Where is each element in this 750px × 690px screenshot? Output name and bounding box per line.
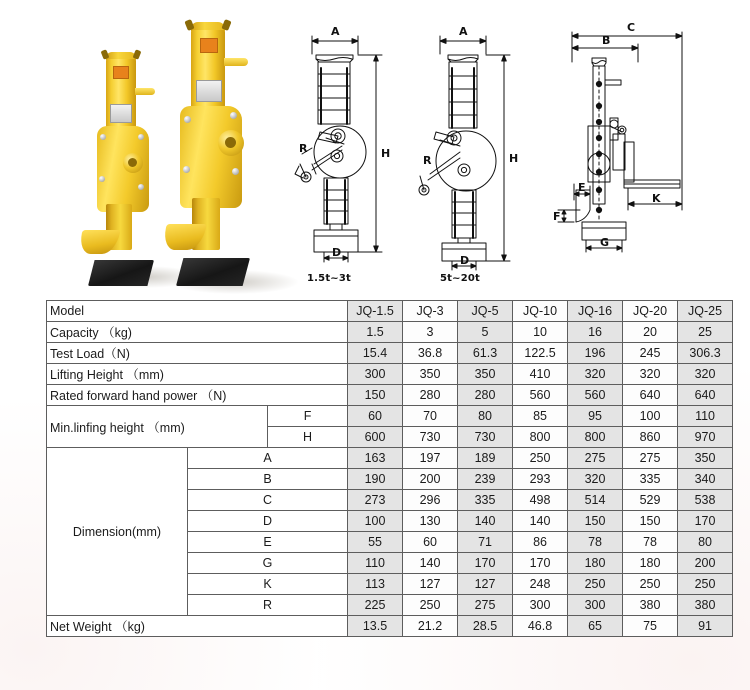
dimension-c-jq-3: 296 — [403, 490, 458, 511]
dimension-k-jq-20: 250 — [623, 574, 678, 595]
min-lifting-h-jq-10: 800 — [513, 427, 568, 448]
dimension-key-g: G — [188, 553, 348, 574]
dimension-d-jq-20: 150 — [623, 511, 678, 532]
table-row-net-weight — [47, 616, 733, 637]
jack-base-plate-small — [88, 260, 154, 286]
min-lifting-f-jq-5: 80 — [458, 406, 513, 427]
specification-table — [46, 300, 733, 637]
dimension-g-jq-1-5: 110 — [348, 553, 403, 574]
min-lifting-h-jq-25: 970 — [678, 427, 733, 448]
dim-label-b-3: B — [602, 34, 611, 47]
table-row-dimension-a — [47, 448, 733, 469]
dimension-g-jq-10: 170 — [513, 553, 568, 574]
min-lifting-key-f: F — [268, 406, 348, 427]
table-row-lifting-height — [47, 364, 733, 385]
test-load-jq-1-5: 15.4 — [348, 343, 403, 364]
net-weight-jq-10: 46.8 — [513, 616, 568, 637]
jack-side-lug-small — [135, 88, 155, 95]
net-weight-jq-16: 65 — [568, 616, 623, 637]
test-load-jq-25: 306.3 — [678, 343, 733, 364]
jack-pin-large-4 — [232, 168, 239, 175]
jack-pin-large-1 — [184, 116, 191, 123]
dim-label-c-3: C — [627, 21, 636, 34]
dimension-b-jq-5: 239 — [458, 469, 513, 490]
dimension-g-jq-3: 140 — [403, 553, 458, 574]
row-label-capacity: Capacity （kg) — [47, 322, 348, 343]
dimension-b-jq-20: 335 — [623, 469, 678, 490]
test-load-jq-10: 122.5 — [513, 343, 568, 364]
test-load-jq-16: 196 — [568, 343, 623, 364]
hand-power-jq-16: 560 — [568, 385, 623, 406]
lifting-height-jq-20: 320 — [623, 364, 678, 385]
jack-pin-small-2 — [138, 134, 144, 140]
dimension-b-jq-1-5: 190 — [348, 469, 403, 490]
dimension-d-jq-3: 130 — [403, 511, 458, 532]
min-lifting-h-jq-20: 860 — [623, 427, 678, 448]
drawing-caption-1: 1.5t~3t — [307, 273, 352, 284]
drawing-caption-2: 5t~20t — [440, 273, 481, 284]
dimension-k-jq-16: 250 — [568, 574, 623, 595]
dim-label-k-3: K — [652, 192, 661, 205]
net-weight-jq-20: 75 — [623, 616, 678, 637]
min-lifting-f-jq-20: 100 — [623, 406, 678, 427]
hand-power-jq-10: 560 — [513, 385, 568, 406]
dimension-r-jq-16: 300 — [568, 595, 623, 616]
dim-label-e-3: E — [578, 181, 586, 194]
dimension-r-jq-25: 380 — [678, 595, 733, 616]
model-header-jq-20: JQ-20 — [623, 301, 678, 322]
hand-power-jq-1-5: 150 — [348, 385, 403, 406]
dimension-g-jq-5: 170 — [458, 553, 513, 574]
dimension-e-jq-1-5: 55 — [348, 532, 403, 553]
dimension-k-jq-10: 248 — [513, 574, 568, 595]
dimension-r-jq-10: 300 — [513, 595, 568, 616]
dimension-a-jq-5: 189 — [458, 448, 513, 469]
dimension-c-jq-1-5: 273 — [348, 490, 403, 511]
dimension-e-jq-25: 80 — [678, 532, 733, 553]
dimension-k-jq-3: 127 — [403, 574, 458, 595]
min-lifting-f-jq-25: 110 — [678, 406, 733, 427]
dimension-a-jq-20: 275 — [623, 448, 678, 469]
jack-handle-grip-small — [149, 243, 168, 258]
dim-label-f-3: F — [553, 210, 561, 223]
model-header-jq-10: JQ-10 — [513, 301, 568, 322]
dimension-e-jq-20: 78 — [623, 532, 678, 553]
capacity-jq-25: 25 — [678, 322, 733, 343]
dimension-d-jq-5: 140 — [458, 511, 513, 532]
table-row-min-lifting-f — [47, 406, 733, 427]
jack-pin-small-1 — [100, 134, 106, 140]
jack-spec-label-large — [196, 80, 222, 102]
jack-pin-small-4 — [138, 184, 144, 190]
capacity-jq-1-5: 1.5 — [348, 322, 403, 343]
capacity-jq-16: 16 — [568, 322, 623, 343]
dimension-e-jq-16: 78 — [568, 532, 623, 553]
jack-orange-sticker-small — [113, 66, 129, 79]
lifting-height-jq-5: 350 — [458, 364, 513, 385]
dimension-a-jq-3: 197 — [403, 448, 458, 469]
dimension-r-jq-20: 380 — [623, 595, 678, 616]
dimension-key-a: A — [188, 448, 348, 469]
jack-handle-large — [241, 145, 295, 181]
min-lifting-f-jq-16: 95 — [568, 406, 623, 427]
dim-label-g-3: G — [600, 236, 610, 249]
lifting-height-jq-1-5: 300 — [348, 364, 403, 385]
dimension-k-jq-1-5: 113 — [348, 574, 403, 595]
test-load-jq-20: 245 — [623, 343, 678, 364]
dim-label-d-2: D — [460, 254, 470, 267]
model-header-jq-3: JQ-3 — [403, 301, 458, 322]
technical-drawings — [290, 14, 730, 292]
dimension-g-jq-16: 180 — [568, 553, 623, 574]
model-header-jq-25: JQ-25 — [678, 301, 733, 322]
dimension-e-jq-10: 86 — [513, 532, 568, 553]
jack-pin-large-2 — [230, 112, 237, 119]
hand-power-jq-25: 640 — [678, 385, 733, 406]
hand-power-jq-20: 640 — [623, 385, 678, 406]
jack-pin-large-3 — [183, 166, 190, 173]
row-label-min-lifting-height: Min.linfing height （mm) — [47, 406, 268, 448]
lifting-height-jq-3: 350 — [403, 364, 458, 385]
dimension-e-jq-3: 60 — [403, 532, 458, 553]
dimension-g-jq-25: 200 — [678, 553, 733, 574]
dimension-a-jq-25: 350 — [678, 448, 733, 469]
dimension-key-r: R — [188, 595, 348, 616]
dim-label-h-1: H — [381, 147, 391, 160]
min-lifting-h-jq-16: 800 — [568, 427, 623, 448]
drawing-1-5t-3t — [295, 36, 382, 262]
row-label-test-load: Test Load（N) — [47, 343, 348, 364]
dimension-c-jq-10: 498 — [513, 490, 568, 511]
table-row-hand-power — [47, 385, 733, 406]
dimension-e-jq-5: 71 — [458, 532, 513, 553]
dimension-d-jq-25: 170 — [678, 511, 733, 532]
dimension-d-jq-16: 150 — [568, 511, 623, 532]
table-row-test-load — [47, 343, 733, 364]
lifting-height-jq-10: 410 — [513, 364, 568, 385]
drawing-side-view — [558, 32, 682, 252]
dimension-key-k: K — [188, 574, 348, 595]
model-header-jq-5: JQ-5 — [458, 301, 513, 322]
dimension-key-e: E — [188, 532, 348, 553]
hand-power-jq-3: 280 — [403, 385, 458, 406]
dim-label-d-1: D — [332, 246, 342, 259]
min-lifting-f-jq-10: 85 — [513, 406, 568, 427]
dim-label-a-1: A — [331, 25, 340, 38]
jack-spec-label-small — [110, 104, 132, 123]
dimension-a-jq-16: 275 — [568, 448, 623, 469]
row-label-dimension: Dimension(mm) — [47, 448, 188, 616]
hand-power-jq-5: 280 — [458, 385, 513, 406]
jack-pin-small-3 — [99, 176, 105, 182]
dim-label-a-2: A — [459, 25, 468, 38]
dimension-b-jq-16: 320 — [568, 469, 623, 490]
dimension-b-jq-10: 293 — [513, 469, 568, 490]
dimension-a-jq-10: 250 — [513, 448, 568, 469]
lifting-height-jq-16: 320 — [568, 364, 623, 385]
capacity-jq-5: 5 — [458, 322, 513, 343]
table-header-row — [47, 301, 733, 322]
min-lifting-f-jq-1-5: 60 — [348, 406, 403, 427]
capacity-jq-10: 10 — [513, 322, 568, 343]
product-photo — [40, 8, 290, 292]
specification-table-container — [46, 300, 723, 637]
net-weight-jq-5: 28.5 — [458, 616, 513, 637]
capacity-jq-20: 20 — [623, 322, 678, 343]
dimension-d-jq-1-5: 100 — [348, 511, 403, 532]
dimension-c-jq-16: 514 — [568, 490, 623, 511]
dimension-k-jq-5: 127 — [458, 574, 513, 595]
dim-label-r-1: R — [299, 142, 308, 155]
dimension-g-jq-20: 180 — [623, 553, 678, 574]
dimension-c-jq-20: 529 — [623, 490, 678, 511]
technical-drawings-svg — [290, 14, 730, 292]
table-row-capacity — [47, 322, 733, 343]
net-weight-jq-3: 21.2 — [403, 616, 458, 637]
dimension-b-jq-3: 200 — [403, 469, 458, 490]
dimension-b-jq-25: 340 — [678, 469, 733, 490]
dimension-r-jq-5: 275 — [458, 595, 513, 616]
dimension-key-c: C — [188, 490, 348, 511]
row-label-net-weight: Net Weight （kg) — [47, 616, 348, 637]
dimension-k-jq-25: 250 — [678, 574, 733, 595]
jack-base-plate-large — [176, 258, 250, 286]
min-lifting-h-jq-1-5: 600 — [348, 427, 403, 448]
min-lifting-f-jq-3: 70 — [403, 406, 458, 427]
min-lifting-key-h: H — [268, 427, 348, 448]
dim-label-h-2: H — [509, 152, 519, 165]
row-label-hand-power: Rated forward hand power （N) — [47, 385, 348, 406]
dimension-d-jq-10: 140 — [513, 511, 568, 532]
capacity-jq-3: 3 — [403, 322, 458, 343]
model-header-jq-16: JQ-16 — [568, 301, 623, 322]
jack-side-lug-large — [224, 58, 248, 66]
net-weight-jq-25: 91 — [678, 616, 733, 637]
jack-orange-sticker-large — [200, 38, 218, 53]
min-lifting-h-jq-3: 730 — [403, 427, 458, 448]
dimension-key-b: B — [188, 469, 348, 490]
dimension-r-jq-1-5: 225 — [348, 595, 403, 616]
dimension-c-jq-5: 335 — [458, 490, 513, 511]
dim-label-r-2: R — [423, 154, 432, 167]
lifting-height-jq-25: 320 — [678, 364, 733, 385]
dimension-key-d: D — [188, 511, 348, 532]
model-header-jq-1-5: JQ-1.5 — [348, 301, 403, 322]
net-weight-jq-1-5: 13.5 — [348, 616, 403, 637]
min-lifting-h-jq-5: 730 — [458, 427, 513, 448]
dimension-r-jq-3: 250 — [403, 595, 458, 616]
test-load-jq-3: 36.8 — [403, 343, 458, 364]
row-label-lifting-height: Lifting Height （mm) — [47, 364, 348, 385]
drawing-5t-20t — [419, 36, 510, 270]
dimension-c-jq-25: 538 — [678, 490, 733, 511]
test-load-jq-5: 61.3 — [458, 343, 513, 364]
dimension-a-jq-1-5: 163 — [348, 448, 403, 469]
model-header-cell: Model — [47, 301, 348, 322]
jack-gear-center-large — [225, 137, 236, 148]
jack-gear-center-small — [128, 158, 137, 167]
